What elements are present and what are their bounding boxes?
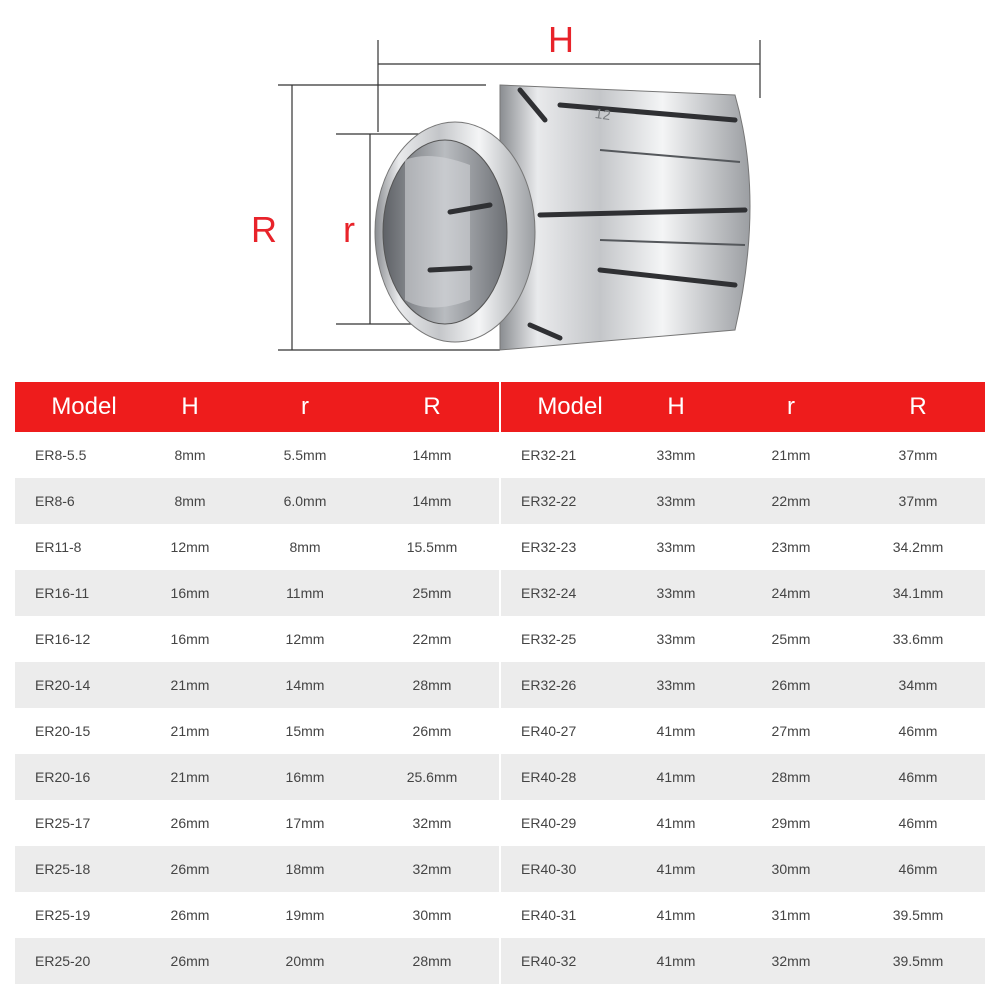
cell-H: 41mm <box>656 723 696 739</box>
cell-R: 30mm <box>412 907 452 923</box>
table-header <box>501 382 985 432</box>
table-row <box>15 938 499 984</box>
header-r: r <box>301 393 309 420</box>
cell-R: 39.5mm <box>892 953 944 969</box>
table-row <box>501 478 985 524</box>
cell-H: 33mm <box>656 493 696 509</box>
table-row <box>501 754 985 800</box>
cell-r: 24mm <box>771 585 811 601</box>
table-row <box>15 616 499 662</box>
collet-diagram <box>0 0 1000 370</box>
cell-H: 21mm <box>170 677 210 693</box>
cell-r: 26mm <box>771 677 811 693</box>
table-row <box>15 892 499 938</box>
cell-model: ER40-27 <box>521 723 577 739</box>
cell-H: 26mm <box>170 861 210 877</box>
cell-R: 33.6mm <box>892 631 944 647</box>
table-row <box>501 938 985 984</box>
table-row <box>501 708 985 754</box>
cell-model: ER32-24 <box>521 585 577 601</box>
cell-R: 34mm <box>898 677 938 693</box>
cell-model: ER32-26 <box>521 677 577 693</box>
cell-R: 32mm <box>412 861 452 877</box>
cell-r: 11mm <box>286 585 324 601</box>
table-row <box>15 478 499 524</box>
cell-model: ER16-12 <box>35 631 91 647</box>
cell-model: ER20-15 <box>35 723 91 739</box>
cell-r: 17mm <box>285 815 325 831</box>
cell-model: ER40-32 <box>521 953 577 969</box>
cell-model: ER11-8 <box>35 539 82 555</box>
cell-r: 29mm <box>771 815 811 831</box>
cell-H: 8mm <box>174 493 206 509</box>
cell-R: 32mm <box>412 815 452 831</box>
header-model: Model <box>537 393 603 420</box>
cell-model: ER32-23 <box>521 539 577 555</box>
cell-R: 37mm <box>898 493 938 509</box>
cell-r: 21mm <box>771 447 811 463</box>
cell-model: ER25-18 <box>35 861 91 877</box>
cell-model: ER25-17 <box>35 815 91 831</box>
cell-H: 8mm <box>174 447 206 463</box>
cell-R: 15.5mm <box>406 539 458 555</box>
header-R: R <box>423 393 441 420</box>
header-r: r <box>787 393 795 420</box>
cell-H: 33mm <box>656 447 696 463</box>
table-row <box>501 432 985 478</box>
cell-H: 21mm <box>170 723 210 739</box>
cell-model: ER20-14 <box>35 677 91 693</box>
cell-r: 8mm <box>289 539 321 555</box>
cell-r: 27mm <box>771 723 811 739</box>
dimension-label-r: r <box>343 209 355 250</box>
table-row <box>501 570 985 616</box>
cell-H: 16mm <box>170 585 210 601</box>
cell-H: 26mm <box>170 815 210 831</box>
table-row <box>501 662 985 708</box>
cell-model: ER40-31 <box>521 907 577 923</box>
cell-model: ER32-25 <box>521 631 577 647</box>
cell-H: 26mm <box>170 953 210 969</box>
cell-model: ER8-6 <box>35 493 75 509</box>
table-body <box>501 432 985 984</box>
cell-model: ER32-21 <box>521 447 577 463</box>
cell-r: 16mm <box>285 769 325 785</box>
cell-r: 18mm <box>285 861 325 877</box>
cell-R: 28mm <box>412 953 452 969</box>
cell-H: 26mm <box>170 907 210 923</box>
table-row <box>501 846 985 892</box>
cell-model: ER20-16 <box>35 769 91 785</box>
cell-R: 28mm <box>412 677 452 693</box>
collet-body <box>375 85 750 350</box>
cell-H: 41mm <box>656 953 696 969</box>
cell-R: 46mm <box>898 769 938 785</box>
table-row <box>15 432 499 478</box>
table-row <box>15 754 499 800</box>
dimension-label-R: R <box>251 209 277 250</box>
table-row <box>15 800 499 846</box>
cell-r: 32mm <box>771 953 811 969</box>
cell-model: ER32-22 <box>521 493 577 509</box>
cell-R: 14mm <box>412 493 452 509</box>
collet-engraving: 12 <box>593 104 612 124</box>
cell-R: 37mm <box>898 447 938 463</box>
cell-H: 41mm <box>656 907 696 923</box>
table-row <box>15 662 499 708</box>
table-row <box>501 892 985 938</box>
table-row <box>501 616 985 662</box>
table-body <box>15 432 499 984</box>
cell-H: 41mm <box>656 861 696 877</box>
cell-H: 33mm <box>656 677 696 693</box>
cell-r: 23mm <box>771 539 811 555</box>
cell-r: 22mm <box>771 493 811 509</box>
cell-R: 34.1mm <box>892 585 944 601</box>
cell-model: ER16-11 <box>35 585 90 601</box>
cell-H: 33mm <box>656 585 696 601</box>
cell-r: 25mm <box>771 631 811 647</box>
table-row <box>15 524 499 570</box>
table-header <box>15 382 499 432</box>
cell-R: 46mm <box>898 815 938 831</box>
cell-R: 25.6mm <box>406 769 458 785</box>
cell-model: ER8-5.5 <box>35 447 87 463</box>
spec-table-left <box>15 382 499 984</box>
cell-R: 46mm <box>898 861 938 877</box>
cell-r: 28mm <box>771 769 811 785</box>
cell-model: ER25-19 <box>35 907 91 923</box>
spec-table-right <box>501 382 985 984</box>
cell-model: ER40-29 <box>521 815 577 831</box>
table-row <box>15 708 499 754</box>
table-row <box>15 570 499 616</box>
cell-model: ER40-30 <box>521 861 577 877</box>
cell-R: 14mm <box>412 447 452 463</box>
cell-H: 41mm <box>656 815 696 831</box>
cell-r: 5.5mm <box>283 447 327 463</box>
cell-r: 30mm <box>771 861 811 877</box>
dimension-label-H: H <box>548 19 574 60</box>
cell-R: 26mm <box>412 723 452 739</box>
cell-r: 20mm <box>285 953 325 969</box>
cell-H: 41mm <box>656 769 696 785</box>
cell-r: 6.0mm <box>283 493 327 509</box>
cell-H: 33mm <box>656 631 696 647</box>
collet-illustration <box>0 0 1000 370</box>
cell-r: 14mm <box>285 677 325 693</box>
table-row <box>501 524 985 570</box>
cell-r: 15mm <box>285 723 325 739</box>
header-model: Model <box>51 393 117 420</box>
cell-r: 19mm <box>285 907 325 923</box>
header-R: R <box>909 393 927 420</box>
cell-R: 34.2mm <box>892 539 944 555</box>
cell-model: ER25-20 <box>35 953 91 969</box>
cell-r: 31mm <box>771 907 811 923</box>
cell-R: 25mm <box>412 585 452 601</box>
header-H: H <box>181 393 199 420</box>
cell-r: 12mm <box>285 631 325 647</box>
table-row <box>15 846 499 892</box>
header-H: H <box>667 393 685 420</box>
cell-R: 46mm <box>898 723 938 739</box>
cell-H: 16mm <box>170 631 210 647</box>
cell-R: 22mm <box>412 631 452 647</box>
cell-H: 21mm <box>170 769 210 785</box>
cell-H: 12mm <box>170 539 210 555</box>
cell-model: ER40-28 <box>521 769 577 785</box>
cell-H: 33mm <box>656 539 696 555</box>
table-row <box>501 800 985 846</box>
cell-R: 39.5mm <box>892 907 944 923</box>
